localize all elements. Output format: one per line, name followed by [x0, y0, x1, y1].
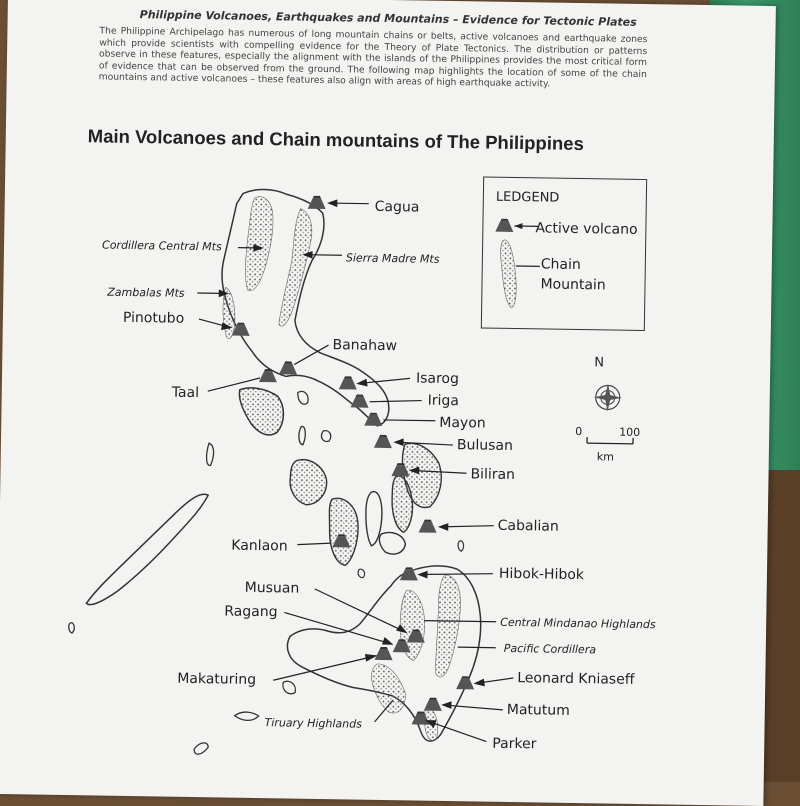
- label-ragang: Ragang: [224, 603, 277, 620]
- label-makaturing: Makaturing: [177, 671, 256, 688]
- label-kanlaon: Kanlaon: [231, 538, 288, 555]
- label-biliran: Biliran: [470, 466, 515, 483]
- bulusan-volcano-marker: [374, 435, 392, 448]
- mayon-volcano-marker: [364, 413, 382, 426]
- makaturing-volcano-marker: [375, 647, 393, 660]
- label-cabalian: Cabalian: [498, 518, 559, 535]
- sierra-madre-range: [279, 208, 312, 326]
- scale-unit-label: km: [597, 450, 614, 463]
- label-musuan: Musuan: [245, 580, 300, 597]
- leonard-kniaseff-volcano-marker: [456, 676, 474, 689]
- label-hibok-hibok: Hibok-Hibok: [499, 566, 585, 583]
- label-isarog: Isarog: [416, 370, 459, 387]
- label-pinotubo: Pinotubo: [123, 310, 185, 327]
- label-matutum: Matutum: [507, 702, 570, 719]
- label-central-mindanao: Central Mindanao Highlands: [500, 616, 656, 631]
- label-leonard-kniaseff: Leonard Kniaseff: [517, 670, 635, 688]
- cordillera-central-range: [245, 197, 273, 292]
- label-banahaw: Banahaw: [332, 337, 397, 354]
- palawan-island: [86, 492, 208, 606]
- panay-island: [290, 459, 327, 505]
- label-cagua: Cagua: [375, 199, 420, 216]
- banahaw-volcano-marker: [279, 361, 297, 374]
- matutum-volcano-marker: [424, 698, 442, 711]
- label-tiruary: Tiruary Highlands: [264, 716, 362, 731]
- legend-box: [481, 176, 647, 331]
- intro-paragraph: The Philippine Archipelago has numerous of long mountain chains or belts, active volcanoes and earthquake zones which provide scientists with compelling evidence for the Theory of Plate Tectonics. The distribution or patterns observe in these features, especially the alignment with the islands of the Philippines provides the most critical form of evidence that can be observed from the ground. The following map highlights the location of some of the chain mountains and active volcanoes – these features also align with areas of high earthquake activity.: [99, 25, 648, 92]
- legend-active-volcano-label: Active volcano: [535, 220, 637, 238]
- header-title: Philippine Volcanoes, Earthquakes and Mountains – Evidence for Tectonic Plates: [140, 8, 637, 29]
- label-cordillera-central: Cordillera Central Mts: [102, 239, 222, 254]
- map-title: Main Volcanoes and Chain mountains of The Philippines: [88, 125, 584, 155]
- compass-icon: [594, 383, 622, 411]
- iriga-volcano-marker: [351, 394, 369, 407]
- mindoro-island: [239, 388, 284, 436]
- bohol-island: [379, 532, 405, 554]
- compass-north-label: N: [594, 355, 604, 370]
- label-sierra-madre: Sierra Madre Mts: [346, 251, 440, 265]
- legend-title: LEDGEND: [496, 190, 560, 206]
- label-zambales: Zambalas Mts: [106, 286, 185, 300]
- isarog-volcano-marker: [339, 376, 357, 389]
- label-bulusan: Bulusan: [457, 437, 513, 454]
- cabalian-volcano-marker: [419, 520, 437, 533]
- label-pacific-cordillera: Pacific Cordillera: [504, 642, 597, 656]
- cagua-volcano-marker: [308, 196, 326, 209]
- scale-zero-label: 0: [575, 425, 582, 438]
- label-iriga: Iriga: [428, 393, 459, 409]
- legend-chain-mountain-label: Chain Mountain: [540, 254, 621, 295]
- pacific-cordillera-range: [435, 575, 461, 678]
- scale-hundred-label: 100: [619, 426, 640, 439]
- negros-island: [329, 498, 359, 565]
- label-taal: Taal: [171, 385, 200, 401]
- label-parker: Parker: [492, 736, 537, 753]
- label-mayon: Mayon: [439, 415, 486, 432]
